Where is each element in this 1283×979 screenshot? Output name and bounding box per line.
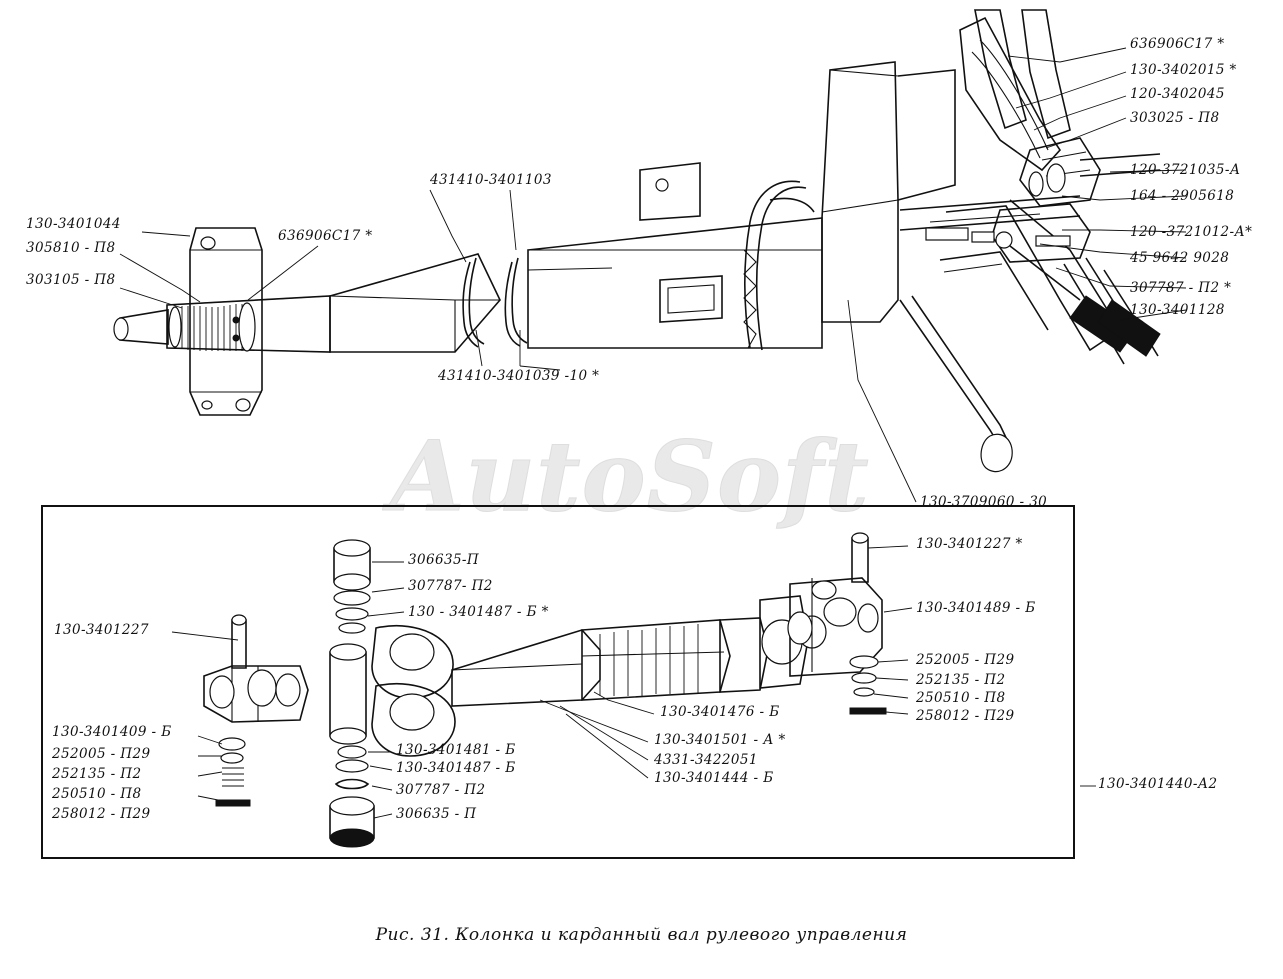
label-130-3401481-b: 130-3401481 - Б bbox=[396, 742, 516, 758]
label-303105-p8: 303105 - П8 bbox=[26, 272, 116, 288]
column-lower-bracket bbox=[114, 62, 1080, 472]
label-252005-p29-left: 252005 - П29 bbox=[52, 746, 151, 762]
label-431410-3401039: 431410-3401039 -10 * bbox=[438, 368, 600, 384]
label-130-3401487-b-star: 130 - 3401487 - Б * bbox=[408, 604, 549, 620]
label-252135-p2-left: 252135 - П2 bbox=[52, 766, 142, 782]
label-130-3402015: 130-3402015 * bbox=[1130, 62, 1237, 78]
label-306635-p-bottom: 306635 - П bbox=[396, 806, 477, 822]
label-130-3401128: 130-3401128 bbox=[1130, 302, 1225, 318]
label-130-3401227-star: 130-3401227 * bbox=[916, 536, 1023, 552]
label-130-3401409-b: 130-3401409 - Б bbox=[52, 724, 172, 740]
label-120-3402045: 120-3402045 bbox=[1130, 86, 1225, 102]
watermark: AutoSoft bbox=[390, 420, 870, 533]
label-306635-p-top: 306635-П bbox=[408, 552, 480, 568]
label-130-3401227: 130-3401227 bbox=[54, 622, 149, 638]
label-164-2905618: 164 - 2905618 bbox=[1130, 188, 1235, 204]
leader-lines-top-left bbox=[120, 190, 560, 370]
label-4331-3422051: 4331-3422051 bbox=[654, 752, 758, 768]
pedal-cluster bbox=[926, 10, 1160, 364]
label-431410-3401103: 431410-3401103 bbox=[430, 172, 552, 188]
label-130-3401501-a: 130-3401501 - А * bbox=[654, 732, 786, 748]
label-636906c17-right: 636906С17 * bbox=[1130, 36, 1225, 52]
universal-joint-assembly bbox=[204, 533, 886, 847]
label-130-3401487-b: 130-3401487 - Б bbox=[396, 760, 516, 776]
label-130-3401444-b: 130-3401444 - Б bbox=[654, 770, 774, 786]
label-45-9642-9028: 45 9642 9028 bbox=[1130, 250, 1230, 266]
label-130-3709060-30: 130-3709060 - 30 bbox=[920, 494, 1048, 510]
label-258012-p29-right: 258012 - П29 bbox=[916, 708, 1015, 724]
label-307787-p2-top-in: 307787- П2 bbox=[408, 578, 493, 594]
label-120-3721035-a: 120-3721035-А bbox=[1130, 162, 1241, 178]
label-636906c17-left: 636906С17 * bbox=[278, 228, 373, 244]
label-252135-p2-right: 252135 - П2 bbox=[916, 672, 1006, 688]
label-130-3401044: 130-3401044 bbox=[26, 216, 121, 232]
label-250510-p8-right: 250510 - П8 bbox=[916, 690, 1006, 706]
label-250510-p8-left: 250510 - П8 bbox=[52, 786, 142, 802]
label-252005-p29-right: 252005 - П29 bbox=[916, 652, 1015, 668]
figure-caption: Рис. 31. Колонка и карданный вал рулевого управления bbox=[375, 925, 908, 945]
label-130-3401440-a2: 130-3401440-А2 bbox=[1098, 776, 1218, 792]
label-305810-p8: 305810 - П8 bbox=[26, 240, 116, 256]
label-120-3721012-a: 120 -3721012-А* bbox=[1130, 224, 1253, 240]
label-307787-p2-top: 307787 - П2 * bbox=[1130, 280, 1232, 296]
label-130-3401476-b: 130-3401476 - Б bbox=[660, 704, 780, 720]
label-307787-p2-bottom: 307787 - П2 bbox=[396, 782, 486, 798]
label-130-3401489-b: 130-3401489 - Б bbox=[916, 600, 1036, 616]
label-258012-p29-left: 258012 - П29 bbox=[52, 806, 151, 822]
label-303025-p8: 303025 - П8 bbox=[1130, 110, 1220, 126]
